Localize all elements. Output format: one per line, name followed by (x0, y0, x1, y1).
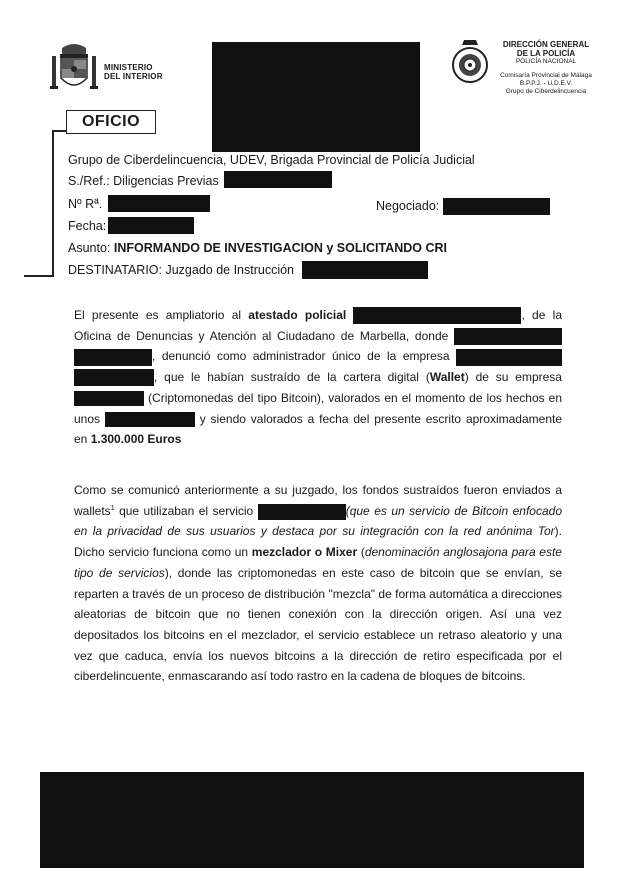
policia-badge-icon (450, 38, 490, 86)
meta-grupo: Grupo de Ciberdelincuencia, UDEV, Brigada Provincial de Policía Judicial (68, 153, 475, 167)
redacted-sref (224, 171, 332, 188)
dgp-line-4: Comisaría Provincial de Málaga (500, 72, 592, 79)
dgp-line-2: DE LA POLICÍA (516, 49, 576, 58)
redacted-nr (108, 195, 210, 212)
p1-text-4: , que le habían sustraído de la cartera digital ( (154, 370, 430, 385)
dgp-block (496, 40, 596, 96)
redacted-block-header (212, 42, 420, 152)
meta-fecha: Fecha: (68, 219, 107, 233)
p1-text-3: , denunció como administrador único de la empresa (152, 349, 456, 364)
redacted-service (258, 504, 346, 520)
meta-asunto (68, 241, 447, 256)
meta-destinatario: DESTINATARIO: Juzgado de Instrucción (68, 263, 295, 277)
p1-text-7: y siendo valorados a fecha del presente escrito aproximadamente en (74, 411, 562, 447)
meta-nr: Nº Rª. (68, 197, 103, 211)
ministry-name (104, 63, 163, 81)
ministry-line-2: DEL INTERIOR (104, 72, 163, 81)
p1-text-1: El presente es ampliatorio al (74, 308, 249, 322)
p2-bold-mixer: mezclador o Mixer (251, 545, 358, 560)
oficio-label: OFICIO (66, 110, 156, 134)
redacted-block-footer (40, 772, 584, 868)
margin-line-bottom (24, 275, 54, 277)
p2-text-3: ). Dicho servicio funciona como un (74, 524, 562, 560)
p1-bold-wallet: Wallet (429, 370, 465, 385)
redacted-amount-btc (74, 391, 144, 406)
dgp-line-5: B.P.P.J. - U.D.E.V. (519, 80, 573, 87)
p1-bold-euros: 1.300.000 Euros (90, 432, 182, 447)
p1-text-5: ) de su empresa (464, 370, 562, 385)
p2-italic-1: (que es un servicio de Bitcoin enfocado en la privacidad de sus usuarios y destaca por su integración con la red anónima Tor (74, 503, 562, 539)
paragraph-2 (74, 480, 562, 687)
p1-bold-atestado: atestado policial (248, 308, 347, 322)
redacted-company-b (74, 369, 154, 386)
asunto-label: Asunto: (68, 241, 111, 255)
p2-italic-2: denominación anglosajona para este tipo de servicios (74, 545, 562, 580)
redacted-company-a (456, 349, 562, 366)
redacted-atestado (353, 307, 521, 324)
p2-text-2: que utilizaban el servicio (114, 503, 258, 518)
footnote-ref: 1 (110, 504, 115, 512)
dgp-line-1: DIRECCIÓN GENERAL (502, 40, 590, 49)
redacted-negociado (443, 198, 550, 215)
p2-text-1: Como se comunicó anteriormente a su juzgado, los fondos sustraídos fueron enviados a wallets (74, 483, 562, 518)
margin-line-top (52, 130, 66, 132)
p1-text-6: (Criptomonedas del tipo Bitcoin), valorados en el momento de los hechos en unos (74, 390, 562, 426)
ministry-coat-of-arms-icon (48, 42, 100, 96)
asunto-value: INFORMANDO DE INVESTIGACION y SOLICITANDO CRI (113, 241, 447, 255)
redacted-person-a (454, 328, 562, 345)
paragraph-1 (74, 305, 562, 450)
redacted-destinatario (302, 261, 428, 279)
p2-text-5: ), donde las criptomonedas en este caso de bitcoin que se envían, se reparten a través de un proceso de distribución "mezcla" de forma automática a direcciones aleatorias de bitcoin que no tienen conexión con la dirección origen. Así una vez depositados los bitcoins en el mezclador, el servicio establece un retraso aleatorio y una vez que caduca, envía los nuevos bitcoins a la dirección de retiro especificada por el ciberdelincuente, enmascarando así todo rastro en la cadena de bloques de bitcoins. (74, 565, 562, 684)
p2-text-4: ( (357, 545, 365, 560)
margin-line-vertical (52, 130, 54, 276)
p1-text-2: , de la Oficina de Denuncias y Atención al Ciudadano de Marbella, donde (74, 308, 562, 343)
redacted-fecha (108, 217, 194, 234)
redacted-value (105, 412, 195, 427)
ministry-line-1: MINISTERIO (104, 63, 153, 72)
dgp-line-3: POLICÍA NACIONAL (515, 58, 577, 65)
meta-sref: S./Ref.: Diligencias Previas (68, 174, 219, 188)
dgp-line-6: Grupo de Ciberdelincuencia (505, 88, 587, 95)
redacted-person-b (74, 349, 152, 366)
meta-negociado: Negociado: (376, 199, 440, 213)
